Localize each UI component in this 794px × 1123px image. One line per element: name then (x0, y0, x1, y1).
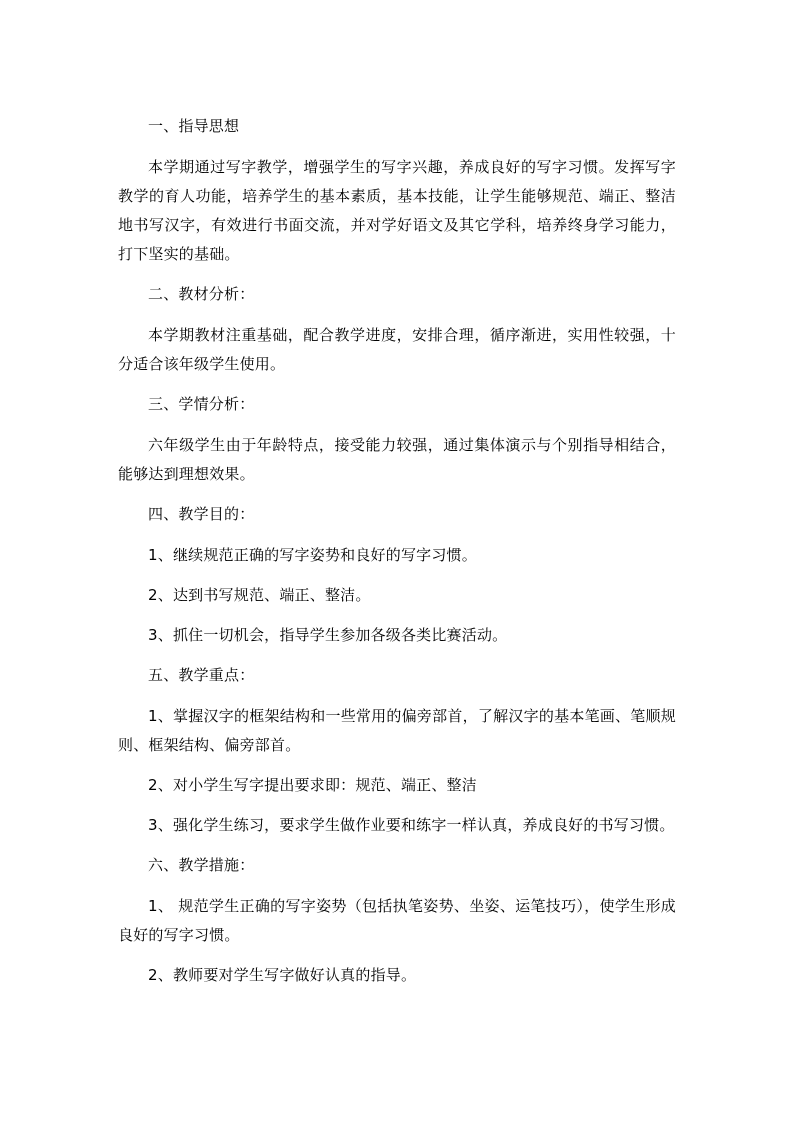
section-heading-measures: 六、教学措施： (148, 856, 255, 874)
list-item-key-point-3: 3、强化学生练习，要求学生做作业要和练字一样认真，养成良好的书写习惯。 (148, 816, 675, 834)
section-heading-student-analysis: 三、学情分析： (148, 395, 255, 413)
section-heading-textbook-analysis: 二、教材分析： (148, 285, 255, 303)
list-item-measure-2: 2、教师要对学生写字做好认真的指导。 (148, 966, 417, 984)
paragraph-student-analysis: 六年级学生由于年龄特点，接受能力较强，通过集体演示与个别指导相结合，能够达到理想效果。 (118, 436, 676, 483)
list-item-goal-3: 3、抓住一切机会，指导学生参加各级各类比赛活动。 (148, 626, 508, 644)
list-item-key-point-1: 1、掌握汉字的框架结构和一些常用的偏旁部首，了解汉字的基本笔画、笔顺规则、框架结构、偏旁部首。 (118, 707, 676, 754)
section-heading-key-points: 五、教学重点： (148, 666, 255, 684)
section-heading-guiding-ideology: 一、指导思想 (148, 117, 240, 135)
document-body (118, 112, 676, 1001)
section-heading-teaching-goals: 四、教学目的： (148, 505, 255, 523)
list-item-key-point-2: 2、对小学生写字提出要求即：规范、端正、整洁 (148, 776, 477, 794)
paragraph-guiding-ideology: 本学期通过写字教学，增强学生的写字兴趣，养成良好的写字习惯。发挥写字教学的育人功能，培养学生的基本素质，基本技能，让学生能够规范、端正、整洁地书写汉字，有效进行书面交流，并对学好语文及其它学科，培养终身学习能力，打下坚实的基础。 (118, 158, 676, 263)
list-item-goal-1: 1、继续规范正确的写字姿势和良好的写字习惯。 (148, 546, 477, 564)
list-item-measure-1: 1、 规范学生正确的写字姿势（包括执笔姿势、坐姿、运笔技巧），使学生形成良好的写字习惯。 (118, 897, 676, 944)
list-item-goal-2: 2、达到书写规范、端正、整洁。 (148, 586, 371, 604)
paragraph-textbook-analysis: 本学期教材注重基础，配合教学进度，安排合理，循序渐进，实用性较强，十分适合该年级学生使用。 (118, 326, 676, 373)
